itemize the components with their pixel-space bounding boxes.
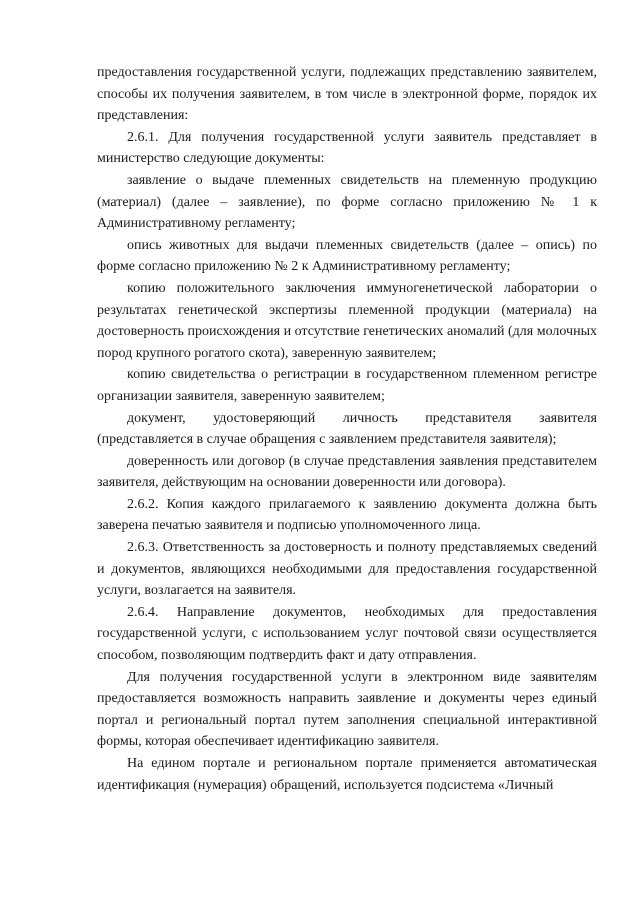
paragraph-intro: предоставления государственной услуги, подлежащих представлению заявителем, способы их получения заявителем, в том числе в электронной форме, порядок их представления: xyxy=(97,65,597,124)
paragraph-2-6-3: 2.6.3. Ответственность за достоверность и полноту представляемых сведений и документов, являющихся необходимыми для предоставления государственной услуги, возлагается на заявителя. xyxy=(97,540,597,599)
document-page xyxy=(97,62,597,796)
paragraph-2-6-2: 2.6.2. Копия каждого прилагаемого к заявлению документа должна быть заверена печатью заявителя и подписью уполномоченного лица. xyxy=(97,496,597,534)
paragraph-application: заявление о выдаче племенных свидетельств на племенную продукцию (материал) (далее – заявление), по форме согласно приложению № 1 к Административному регламенту; xyxy=(97,172,597,232)
paragraph-power-of-attorney: доверенность или договор (в случае представления заявления представителем заявителя, действующим на основании доверенности или договора). xyxy=(97,453,597,491)
paragraph-identity-document: документ, удостоверяющий личность представителя заявителя (представляется в случае обращения с заявлением представителя заявителя); xyxy=(97,410,597,448)
paragraph-2-6-4: 2.6.4. Направление документов, необходимых для предоставления государственной услуги, с использованием услуг почтовой связи осуществляется способом, позволяющим подтвердить факт и дату отправления. xyxy=(97,604,597,664)
paragraph-lab-conclusion: копию положительного заключения иммуногенетической лаборатории о результатах генетической экспертизы племенной продукции (материала) на достоверность происхождения и отсутствие генетических аномалий (для молочных пород крупного рогатого скота), заверенную заявителем; xyxy=(97,280,597,361)
paragraph-electronic-form: Для получения государственной услуги в электронном виде заявителям предоставляется возможность направить заявление и документы через единый портал и региональный портал путем заполнения специальной интерактивной формы, которая обеспечивает идентификацию заявителя. xyxy=(97,669,597,750)
paragraph-registry-certificate: копию свидетельства о регистрации в государственном племенном регистре организации заявителя, заверенную заявителем; xyxy=(97,367,597,404)
paragraph-portal-identification: На едином портале и региональном портале применяется автоматическая идентификация (нумерация) обращений, используется подсистема «Личный xyxy=(97,756,597,793)
paragraph-2-6-1: 2.6.1. Для получения государственной услуги заявитель представляет в министерство следующие документы: xyxy=(97,129,597,167)
paragraph-inventory: опись животных для выдачи племенных свидетельств (далее – опись) по форме согласно приложению № 2 к Административному регламенту; xyxy=(97,237,597,275)
